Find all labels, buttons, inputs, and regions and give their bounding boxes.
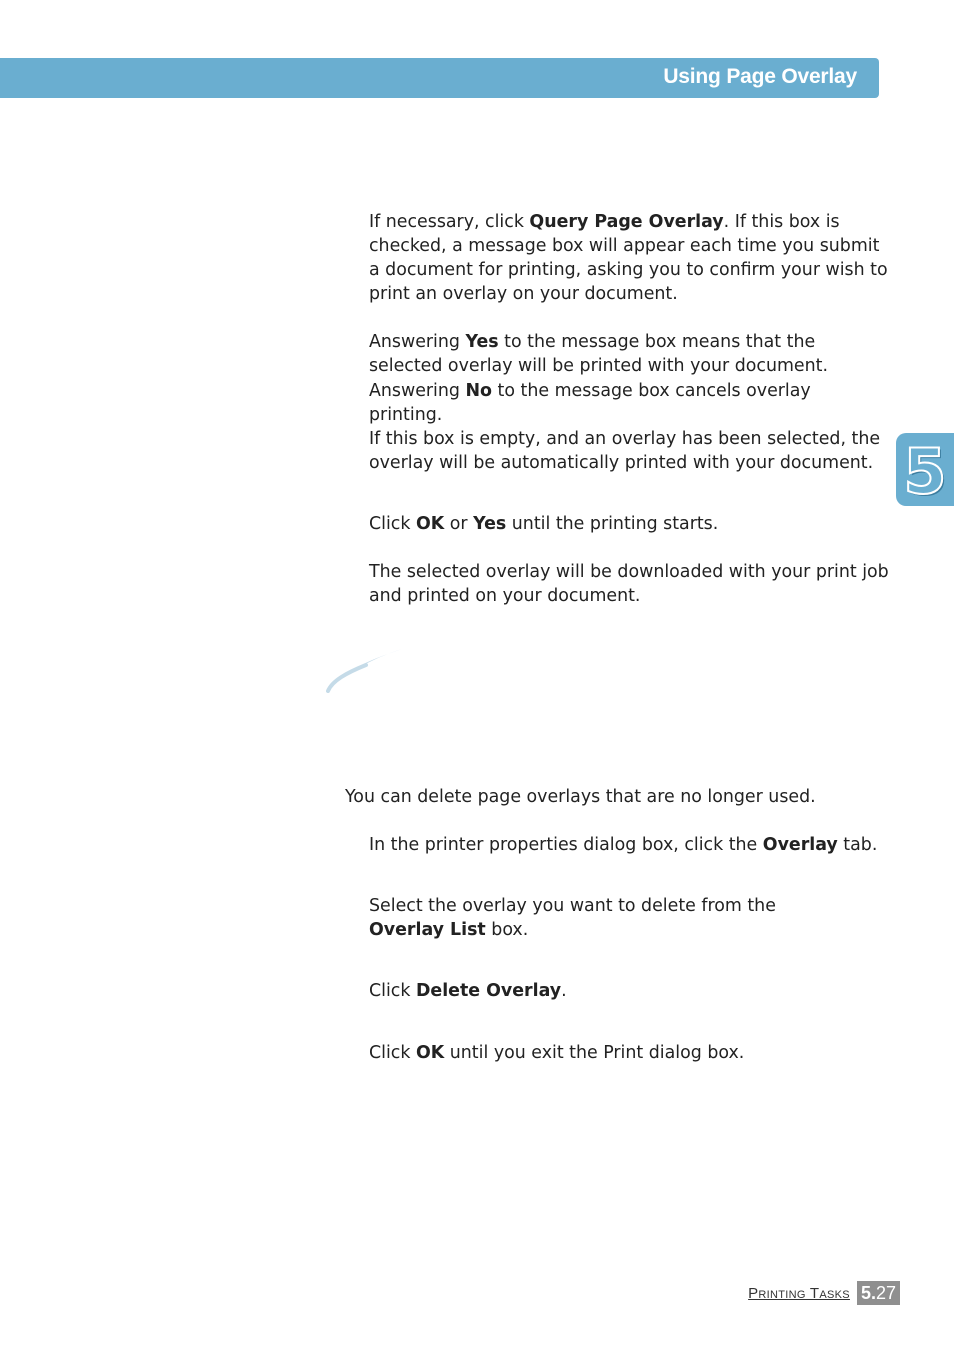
bold-term: Delete Overlay: [415, 981, 562, 1001]
paragraph-click-ok-yes: Click OK or Yes until the printing starts.: [369, 514, 719, 534]
step-delete-overlay: Click Delete Overlay.: [369, 981, 567, 1001]
footer-section-label: Printing Tasks: [748, 1284, 850, 1302]
step-overlay-tab: In the printer properties dialog box, click the Overlay tab.: [369, 835, 878, 855]
chapter-number: 5: [903, 435, 947, 508]
step-select-overlay: Select the overlay you want to delete from the Overlay List box.: [369, 896, 776, 940]
paragraph-answer-yes: Answering Yes to the message box means that the selected overlay will be printed with your document.: [369, 332, 828, 376]
bold-term: Yes: [465, 332, 499, 352]
page-footer: [748, 1281, 900, 1305]
paragraph-answer-no: Answering No to the message box cancels overlay printing.: [369, 381, 811, 425]
section-header-bar: [0, 58, 879, 98]
paragraph-overlay-downloaded: The selected overlay will be downloaded with your print job and printed on your document.: [369, 562, 889, 606]
step-click-ok: Click OK until you exit the Print dialog box.: [369, 1043, 745, 1063]
page-number-badge: [857, 1281, 900, 1305]
bold-term: Overlay: [762, 835, 838, 855]
page-number: 27: [875, 1283, 896, 1303]
chapter-tab: [896, 433, 954, 506]
section-title: Using Page Overlay: [663, 65, 857, 88]
bold-term: Query Page Overlay: [529, 212, 724, 232]
pen-stroke-icon: [326, 645, 406, 697]
paragraph-delete-intro: You can delete page overlays that are no longer used.: [345, 787, 816, 807]
bold-term: Overlay List: [369, 920, 486, 940]
bold-term: OK: [415, 514, 445, 534]
bold-term: No: [465, 381, 492, 401]
paragraph-query-page-overlay: If necessary, click Query Page Overlay. If this box is checked, a message box will appear each time you submit a document for printing, asking you to confirm your wish to print an overlay on your document.: [369, 212, 888, 304]
page-chapter: 5.: [860, 1283, 876, 1303]
bold-term: Yes: [473, 514, 507, 534]
paragraph-box-empty: If this box is empty, and an overlay has been selected, the overlay will be automatically printed with your document.: [369, 429, 881, 473]
bold-term: OK: [415, 1043, 445, 1063]
